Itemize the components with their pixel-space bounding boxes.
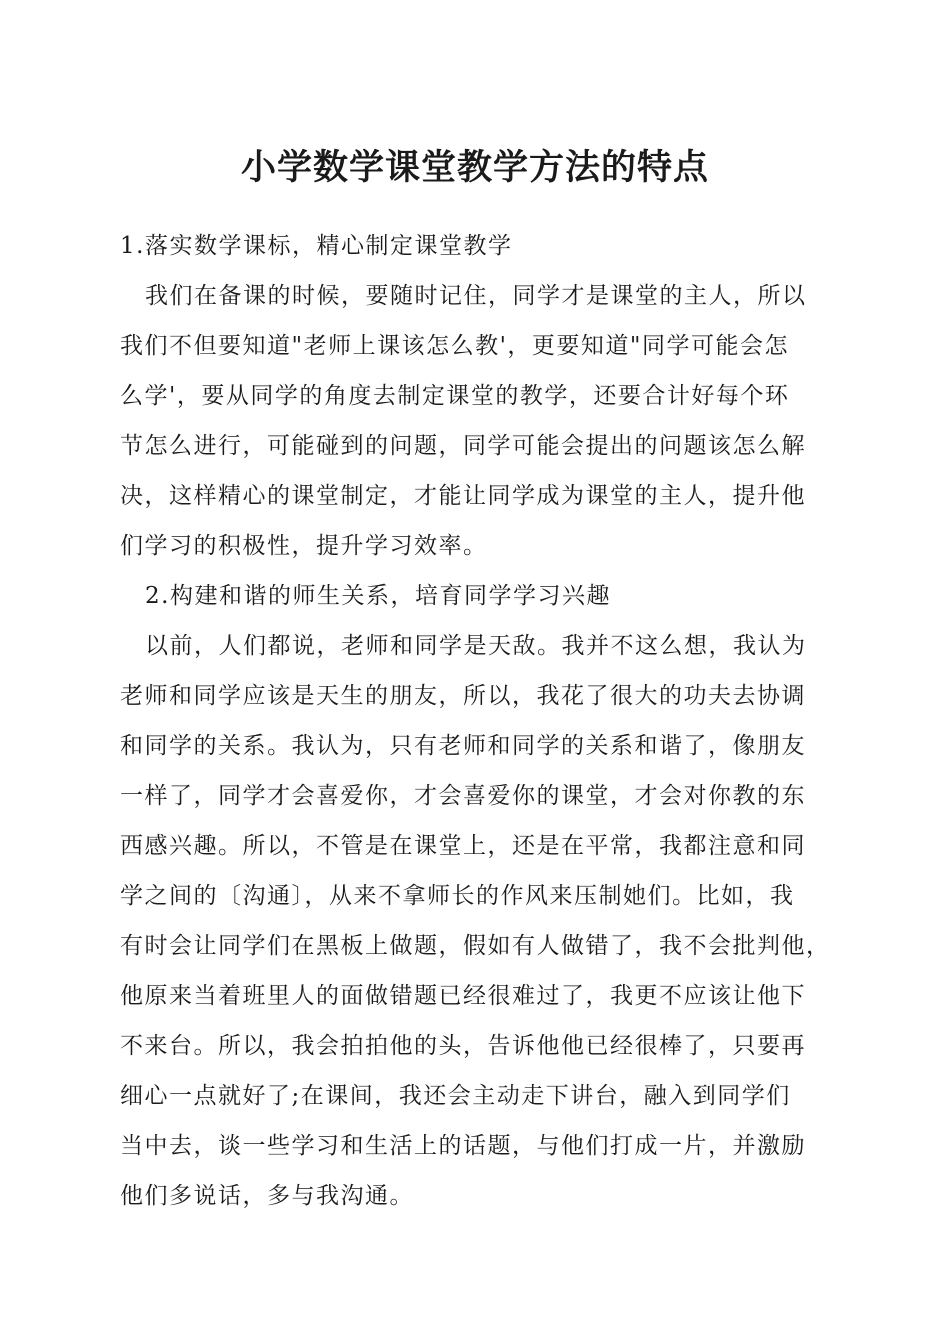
paragraph-line: 我们在备课的时候，要随时记住，同学才是课堂的主人，所以 (145, 283, 807, 309)
paragraph-line: 西感兴趣。所以，不管是在课堂上，还是在平常，我都注意和同 (120, 833, 806, 859)
paragraph-line: 有时会让同学们在黑板上做题，假如有人做错了，我不会批判他， (120, 933, 831, 959)
paragraph-line: 他原来当着班里人的面做错题已经很难过了，我更不应该让他下 (120, 983, 806, 1009)
section-heading-2: 2.构建和谐的师生关系，培育同学学习兴趣 (145, 583, 611, 609)
paragraph-line: 和同学的关系。我认为，只有老师和同学的关系和谐了，像朋友 (120, 733, 806, 759)
paragraph-line: 他们多说话，多与我沟通。 (120, 1183, 414, 1209)
section-heading-1: 1.落实数学课标，精心制定课堂教学 (120, 233, 513, 259)
paragraph-line: 们学习的积极性，提升学习效率。 (120, 533, 488, 559)
paragraph-line: 节怎么进行，可能碰到的问题，同学可能会提出的问题该怎么解 (120, 433, 806, 459)
paragraph-line: 我们不但要知道"老师上课该怎么教'，更要知道"同学可能会怎 (120, 333, 789, 359)
paragraph-line: 学之间的〔沟通〕，从来不拿师长的作风来压制她们。比如，我 (120, 883, 795, 909)
paragraph-line: 老师和同学应该是天生的朋友，所以，我花了很大的功夫去协调 (120, 683, 806, 709)
paragraph-line: 决，这样精心的课堂制定，才能让同学成为课堂的主人，提升他 (120, 483, 806, 509)
paragraph-line: 不来台。所以，我会拍拍他的头，告诉他他已经很棒了，只要再 (120, 1033, 806, 1059)
paragraph-line: 当中去，谈一些学习和生活上的话题，与他们打成一片，并激励 (120, 1133, 806, 1159)
document-title: 小学数学课堂教学方法的特点 (240, 147, 709, 188)
paragraph-line: 一样了，同学才会喜爱你，才会喜爱你的课堂，才会对你教的东 (120, 783, 806, 809)
paragraph-line: 么学'，要从同学的角度去制定课堂的教学，还要合计好每个环 (120, 383, 790, 409)
paragraph-line: 以前，人们都说，老师和同学是天敌。我并不这么想，我认为 (145, 633, 807, 659)
paragraph-line: 细心一点就好了;在课间，我还会主动走下讲台，融入到同学们 (120, 1083, 791, 1109)
